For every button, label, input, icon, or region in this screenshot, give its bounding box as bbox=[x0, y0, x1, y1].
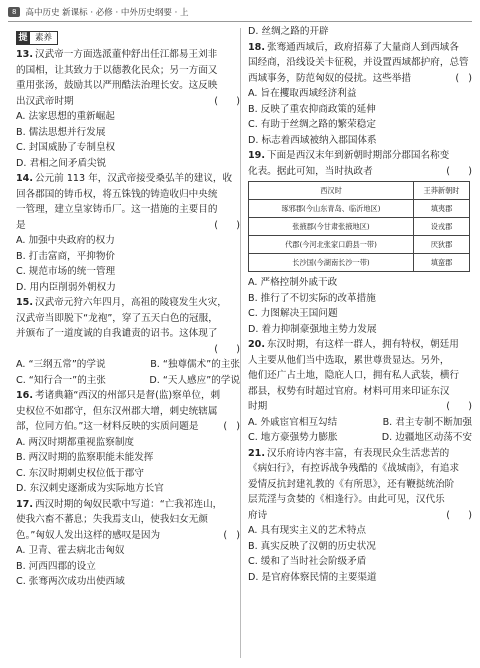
question-number: 15. bbox=[16, 297, 33, 308]
option-a: A. 加强中央政府的权力 bbox=[16, 235, 115, 246]
option-a: A. 具有现实主义的艺术特点 bbox=[248, 525, 367, 536]
page-header bbox=[8, 4, 189, 20]
table-cell: 长沙国(今湖南长沙一带) bbox=[249, 254, 414, 272]
answer-bracket: ( ) bbox=[214, 95, 240, 107]
table-cell: 填蛮郡 bbox=[414, 254, 470, 272]
option-a: A. 卫青、霍去病北击匈奴 bbox=[16, 545, 125, 556]
stem-line: 回各郡国的铸币权，将五铢钱的铸造收归中央统 bbox=[16, 188, 218, 200]
option-d: D. 东汉刺史逐渐成为实际地方长官 bbox=[16, 483, 164, 494]
question-17 bbox=[16, 497, 240, 590]
option-d: D. “天人感应”的学说 bbox=[149, 374, 240, 386]
question-14 bbox=[16, 171, 240, 295]
stem-line: 汉乐府诗内容丰富，有表现民众生活悲苦的 bbox=[267, 447, 450, 459]
left-column bbox=[16, 30, 240, 590]
stem-line: 层荒淫与贪婪的《相逢行》。由此可见，汉代乐 bbox=[248, 494, 445, 505]
column-divider bbox=[240, 28, 241, 658]
option-c: C. 地方豪强势力膨胀 bbox=[248, 432, 338, 443]
prefecture-name-table bbox=[248, 181, 470, 272]
table-header: 西汉时 bbox=[249, 182, 414, 200]
option-a: A. 法家思想的重新崛起 bbox=[16, 111, 115, 122]
question-number: 14. bbox=[16, 173, 33, 184]
answer-bracket: ( ) bbox=[223, 529, 240, 541]
option-c: C. 规范市场的统一管理 bbox=[16, 266, 116, 277]
stem-line: 公元前 113 年，汉武帝接受桑弘羊的建议，收 bbox=[35, 173, 233, 184]
stem-line: 汉武帝当即脱下“龙袍”，穿了五天白色的冠服， bbox=[16, 312, 218, 324]
table-row bbox=[249, 218, 470, 236]
option-b: B. 打击富商，平抑物价 bbox=[16, 250, 116, 262]
option-b: B. 真实反映了汉朝的历史状况 bbox=[248, 540, 376, 552]
question-number: 20. bbox=[248, 339, 265, 350]
question-number: 18. bbox=[248, 41, 265, 53]
option-c: C. 缓和了当时社会阶级矛盾 bbox=[248, 556, 367, 567]
stem-line: 汉武帝一方面选派董仲舒出任江都易王刘非 bbox=[35, 49, 218, 60]
table-row bbox=[249, 254, 470, 272]
stem-line: 他们还广占土地，隐庇人口，拥有私人武装，横行 bbox=[248, 370, 460, 381]
stem-line: 是 bbox=[16, 219, 26, 231]
table-cell: 设戎郡 bbox=[414, 218, 470, 236]
table-header: 王莽新朝时 bbox=[414, 182, 470, 200]
answer-bracket: ( ) bbox=[214, 343, 240, 355]
option-a: A. 严格控制外戚干政 bbox=[248, 277, 338, 288]
answer-bracket: ( ) bbox=[446, 401, 472, 412]
question-21 bbox=[248, 446, 472, 586]
stem-line: 化表。据此可知，当时执政者 bbox=[248, 165, 373, 177]
option-b: B. 反映了重农抑商政策的延伸 bbox=[248, 103, 376, 115]
option-c: C. “知行合一”的主张 bbox=[16, 374, 106, 386]
stem-line: 府诗 bbox=[248, 509, 268, 521]
option-b: B. 儒法思想并行发展 bbox=[16, 126, 106, 138]
stem-line: 西汉时期的匈奴民歌中写道：“亡我祁连山， bbox=[35, 498, 223, 510]
option-a: A. 两汉时期都重视监察制度 bbox=[16, 436, 135, 448]
question-18 bbox=[248, 40, 472, 149]
option-a: A. “三纲五常”的学说 bbox=[16, 359, 106, 370]
option-c: C. 东汉时期刺史权位低于郡守 bbox=[16, 467, 144, 479]
stem-line: 汉武帝元狩六年四月，高祖的陵寝发生火灾， bbox=[35, 297, 227, 308]
option-c: C. 有助于丝绸之路的繁荣稳定 bbox=[248, 119, 376, 130]
stem-line: 人主要从他们当中选取，累世尊贵显达。另外， bbox=[248, 354, 450, 366]
stem-line: 国经商，沿线设关卡征税，并设置西域都护府，总管 bbox=[248, 57, 469, 68]
question-15 bbox=[16, 295, 240, 388]
option-b: B. 推行了不切实际的改革措施 bbox=[248, 292, 376, 304]
answer-bracket: ( ) bbox=[446, 509, 472, 521]
table-row bbox=[249, 236, 470, 254]
stem-line: 重用张汤，鼓励其以严刑酷法治理长安。这反映 bbox=[16, 80, 218, 91]
section-badge bbox=[16, 31, 58, 45]
option-b: B. 君主专制不断加强 bbox=[382, 416, 472, 428]
answer-bracket: ( ) bbox=[455, 72, 472, 84]
answer-bracket: ( ) bbox=[223, 421, 240, 432]
stem-line: 东汉时期，有这样一群人，拥有特权，朝廷用 bbox=[267, 339, 459, 350]
stem-line: 时期 bbox=[248, 401, 268, 412]
page-number: 8 bbox=[8, 7, 20, 17]
stem-line: 张骞通西域后，政府招募了大量商人到西域各 bbox=[267, 41, 459, 53]
option-c: C. 封国威胁了专制皇权 bbox=[16, 142, 116, 153]
option-b: B. 两汉时期的监察职能未能发挥 bbox=[16, 452, 154, 463]
right-column bbox=[248, 24, 472, 585]
option-d: D. 标志着西域被纳入郡国体系 bbox=[248, 134, 377, 146]
question-13 bbox=[16, 47, 240, 171]
stem-line: 考诸典籍“西汉的州部只是督(监)察单位，刺 bbox=[35, 390, 221, 401]
stem-line: 的国相，让其致力于以德教化民众；另一方面又 bbox=[16, 64, 218, 76]
question-number: 16. bbox=[16, 390, 33, 401]
section-badge-icon: 提 bbox=[16, 31, 30, 45]
stem-line: 郡县，权势有时超过官府。材料可用来印证东汉 bbox=[248, 385, 450, 397]
option-a: A. 外戚宦官相互勾结 bbox=[248, 416, 338, 428]
question-number: 17. bbox=[16, 498, 33, 510]
stem-line: 《病妇行》，有控诉战争残酷的《战城南》，有追求 bbox=[248, 463, 460, 474]
section-badge-label: 素养 bbox=[30, 31, 58, 45]
option-d: D. 君相之间矛盾尖锐 bbox=[16, 157, 107, 169]
table-cell: 代郡(今河北张家口蔚县一带) bbox=[249, 236, 414, 254]
table-cell: 琢邪郡(今山东青岛、临沂地区) bbox=[249, 200, 414, 218]
option-d: D. 是官府体察民情的主要渠道 bbox=[248, 571, 377, 583]
stem-line: 一管理，建立皇家铸币厂。这一措施的主要目的 bbox=[16, 204, 218, 215]
option-c: C. 力图解决王国问题 bbox=[248, 308, 338, 319]
option-d: D. 着力抑制豪强地主势力发展 bbox=[248, 323, 377, 335]
option-b: B. 河西四郡的设立 bbox=[16, 560, 96, 572]
table-header-row bbox=[249, 182, 470, 200]
question-number: 19. bbox=[248, 150, 265, 161]
answer-bracket: ( ) bbox=[214, 219, 240, 231]
table-cell: 张掖郡(今甘肃张掖地区) bbox=[249, 218, 414, 236]
stem-line: 部，位同方伯。”这一材料反映的实质问题是 bbox=[16, 421, 199, 432]
header-rule bbox=[8, 21, 472, 22]
stem-line: 西域事务，防范匈奴的侵扰。这些举措 bbox=[248, 72, 412, 84]
option-a: A. 旨在攫取西域经济利益 bbox=[248, 88, 357, 99]
stem-line: 爱情反抗封建礼教的《有所思》，还有鞭挞统治阶 bbox=[248, 478, 455, 490]
stem-line: 色。”匈奴人发出这样的感叹是因为 bbox=[16, 529, 161, 541]
table-row bbox=[249, 200, 470, 218]
option-d: D. 丝绸之路的开辟 bbox=[248, 26, 329, 37]
answer-bracket: ( ) bbox=[446, 165, 472, 177]
question-number: 21. bbox=[248, 447, 265, 459]
book-title: 高中历史 新课标 · 必修 · 中外历史纲要 · 上 bbox=[25, 8, 189, 18]
option-d: D. 边疆地区动荡不安 bbox=[381, 432, 472, 443]
option-b: B. “独尊儒术”的主张 bbox=[150, 359, 240, 370]
stem-line: 下面是西汉末年到新朝时期部分郡国名称变 bbox=[267, 150, 450, 161]
table-cell: 填夷郡 bbox=[414, 200, 470, 218]
question-20 bbox=[248, 337, 472, 446]
question-number: 13. bbox=[16, 49, 33, 60]
stem-line: 并颁布了一道度诚的自我谴责的诏书。这体现了 bbox=[16, 328, 218, 339]
option-d: D. 用内臣削弱外朝权力 bbox=[16, 281, 116, 293]
question-19 bbox=[248, 148, 472, 337]
question-16 bbox=[16, 388, 240, 497]
stem-line: 使我六畜不蕃息；失我焉支山，使我妇女无颜 bbox=[16, 514, 208, 525]
stem-line: 出汉武帝时期 bbox=[16, 95, 74, 107]
table-cell: 厌狄郡 bbox=[414, 236, 470, 254]
stem-line: 史权位不如郡守，但东汉州郡大增，刺史统辖属 bbox=[16, 405, 218, 417]
option-c: C. 张骞两次成功出使西域 bbox=[16, 576, 125, 587]
